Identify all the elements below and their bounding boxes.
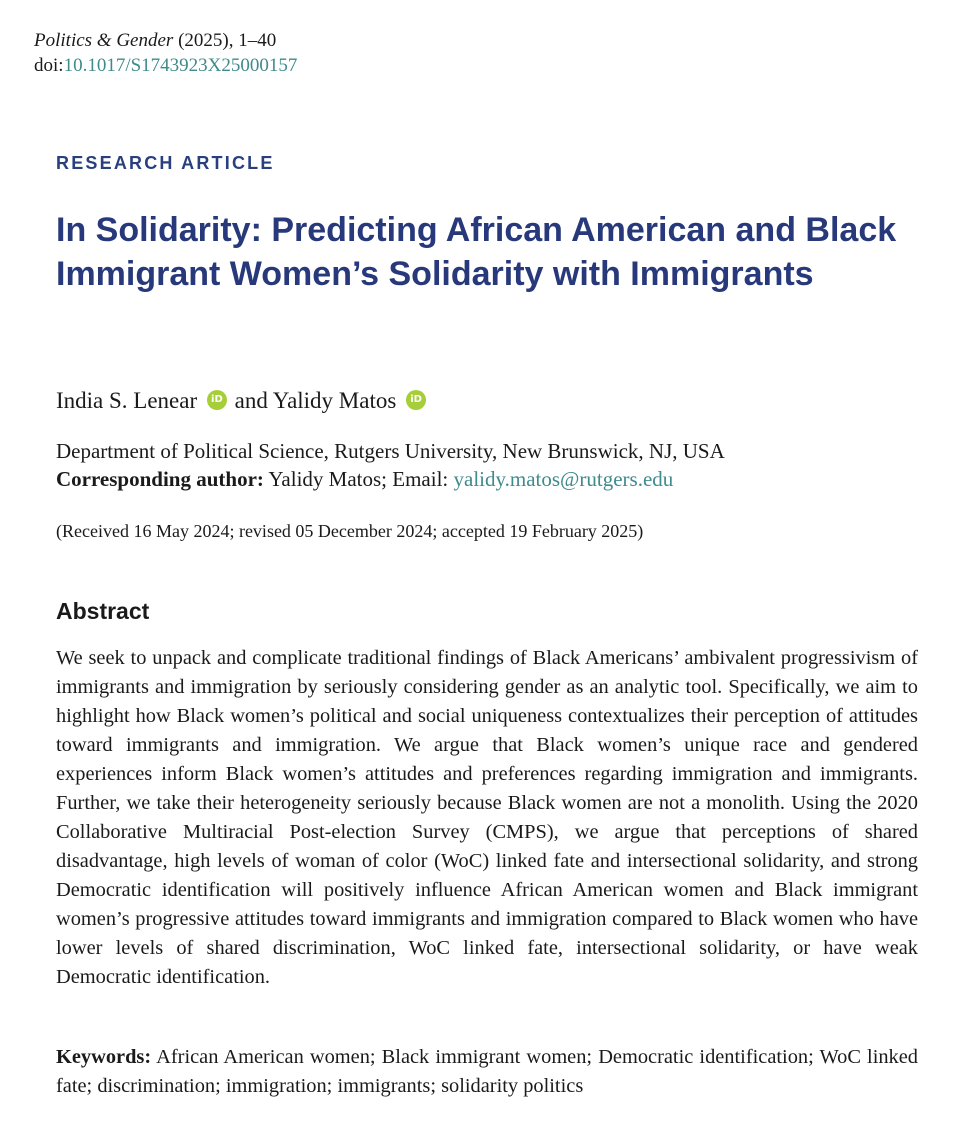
keywords-list: African American women; Black immigrant women; Democratic identification; WoC linked fate; discrimination; immigration; immigrants; solidarity politics bbox=[56, 1046, 918, 1097]
keywords-label: Keywords: bbox=[56, 1046, 152, 1068]
article-history: (Received 16 May 2024; revised 05 December 2024; accepted 19 February 2025) bbox=[56, 521, 644, 541]
author-name: Yalidy Matos bbox=[272, 388, 397, 413]
journal-volume-pages: (2025), 1–40 bbox=[173, 30, 277, 51]
doi-line bbox=[34, 53, 297, 78]
orcid-icon[interactable]: iD bbox=[207, 390, 227, 410]
abstract-text: We seek to unpack and complicate traditional findings of Black Americans’ ambivalent progressivism of immigrants and immigration by seriously considering gender as an analytic tool. Specifically, we aim to highlight how Black women’s political and social uniqueness contextualizes their perception of attitudes toward immigrants and immigration. We argue that Black women’s unique race and gendered experiences inform Black women’s attitudes and preferences regarding immigration and immigrants. Further, we take their heterogeneity seriously because Black women are not a monolith. Using the 2020 Collaborative Multiracial Post-election Survey (CMPS), we argue that perceptions of shared disadvantage, high levels of woman of color (WoC) linked fate and intersectional solidarity, and strong Democratic identification will positively influence African American women and Black immigrant women’s progressive attitudes toward immigrants and immigration compared to Black women who have lower levels of shared discrimination, WoC linked fate, intersectional solidarity, or have weak Democratic identification. bbox=[56, 647, 918, 988]
corresponding-author bbox=[56, 465, 725, 493]
affiliation-block bbox=[56, 437, 725, 493]
doi-prefix: doi: bbox=[34, 55, 64, 76]
author-name: India S. Lenear bbox=[56, 388, 198, 413]
abstract-heading: Abstract bbox=[56, 598, 150, 624]
email-link[interactable]: yalidy.matos@rutgers.edu bbox=[453, 467, 674, 491]
corresponding-label: Corresponding author: bbox=[56, 467, 264, 491]
article-title: In Solidarity: Predicting African American and Black Immigrant Women’s Solidarity with Immigrants bbox=[56, 211, 897, 293]
corresponding-text: Yalidy Matos; Email: bbox=[263, 467, 454, 491]
journal-citation bbox=[34, 28, 297, 53]
author-list bbox=[56, 386, 428, 416]
keywords bbox=[56, 1043, 918, 1101]
journal-header bbox=[34, 28, 297, 78]
journal-name: Politics & Gender bbox=[34, 30, 174, 51]
doi-link[interactable]: 10.1017/S1743923X25000157 bbox=[63, 55, 298, 76]
orcid-icon[interactable]: iD bbox=[406, 390, 426, 410]
affiliation: Department of Political Science, Rutgers University, New Brunswick, NJ, USA bbox=[56, 439, 725, 463]
article-type-label: RESEARCH ARTICLE bbox=[56, 153, 275, 173]
author-conjunction: and bbox=[234, 388, 268, 413]
